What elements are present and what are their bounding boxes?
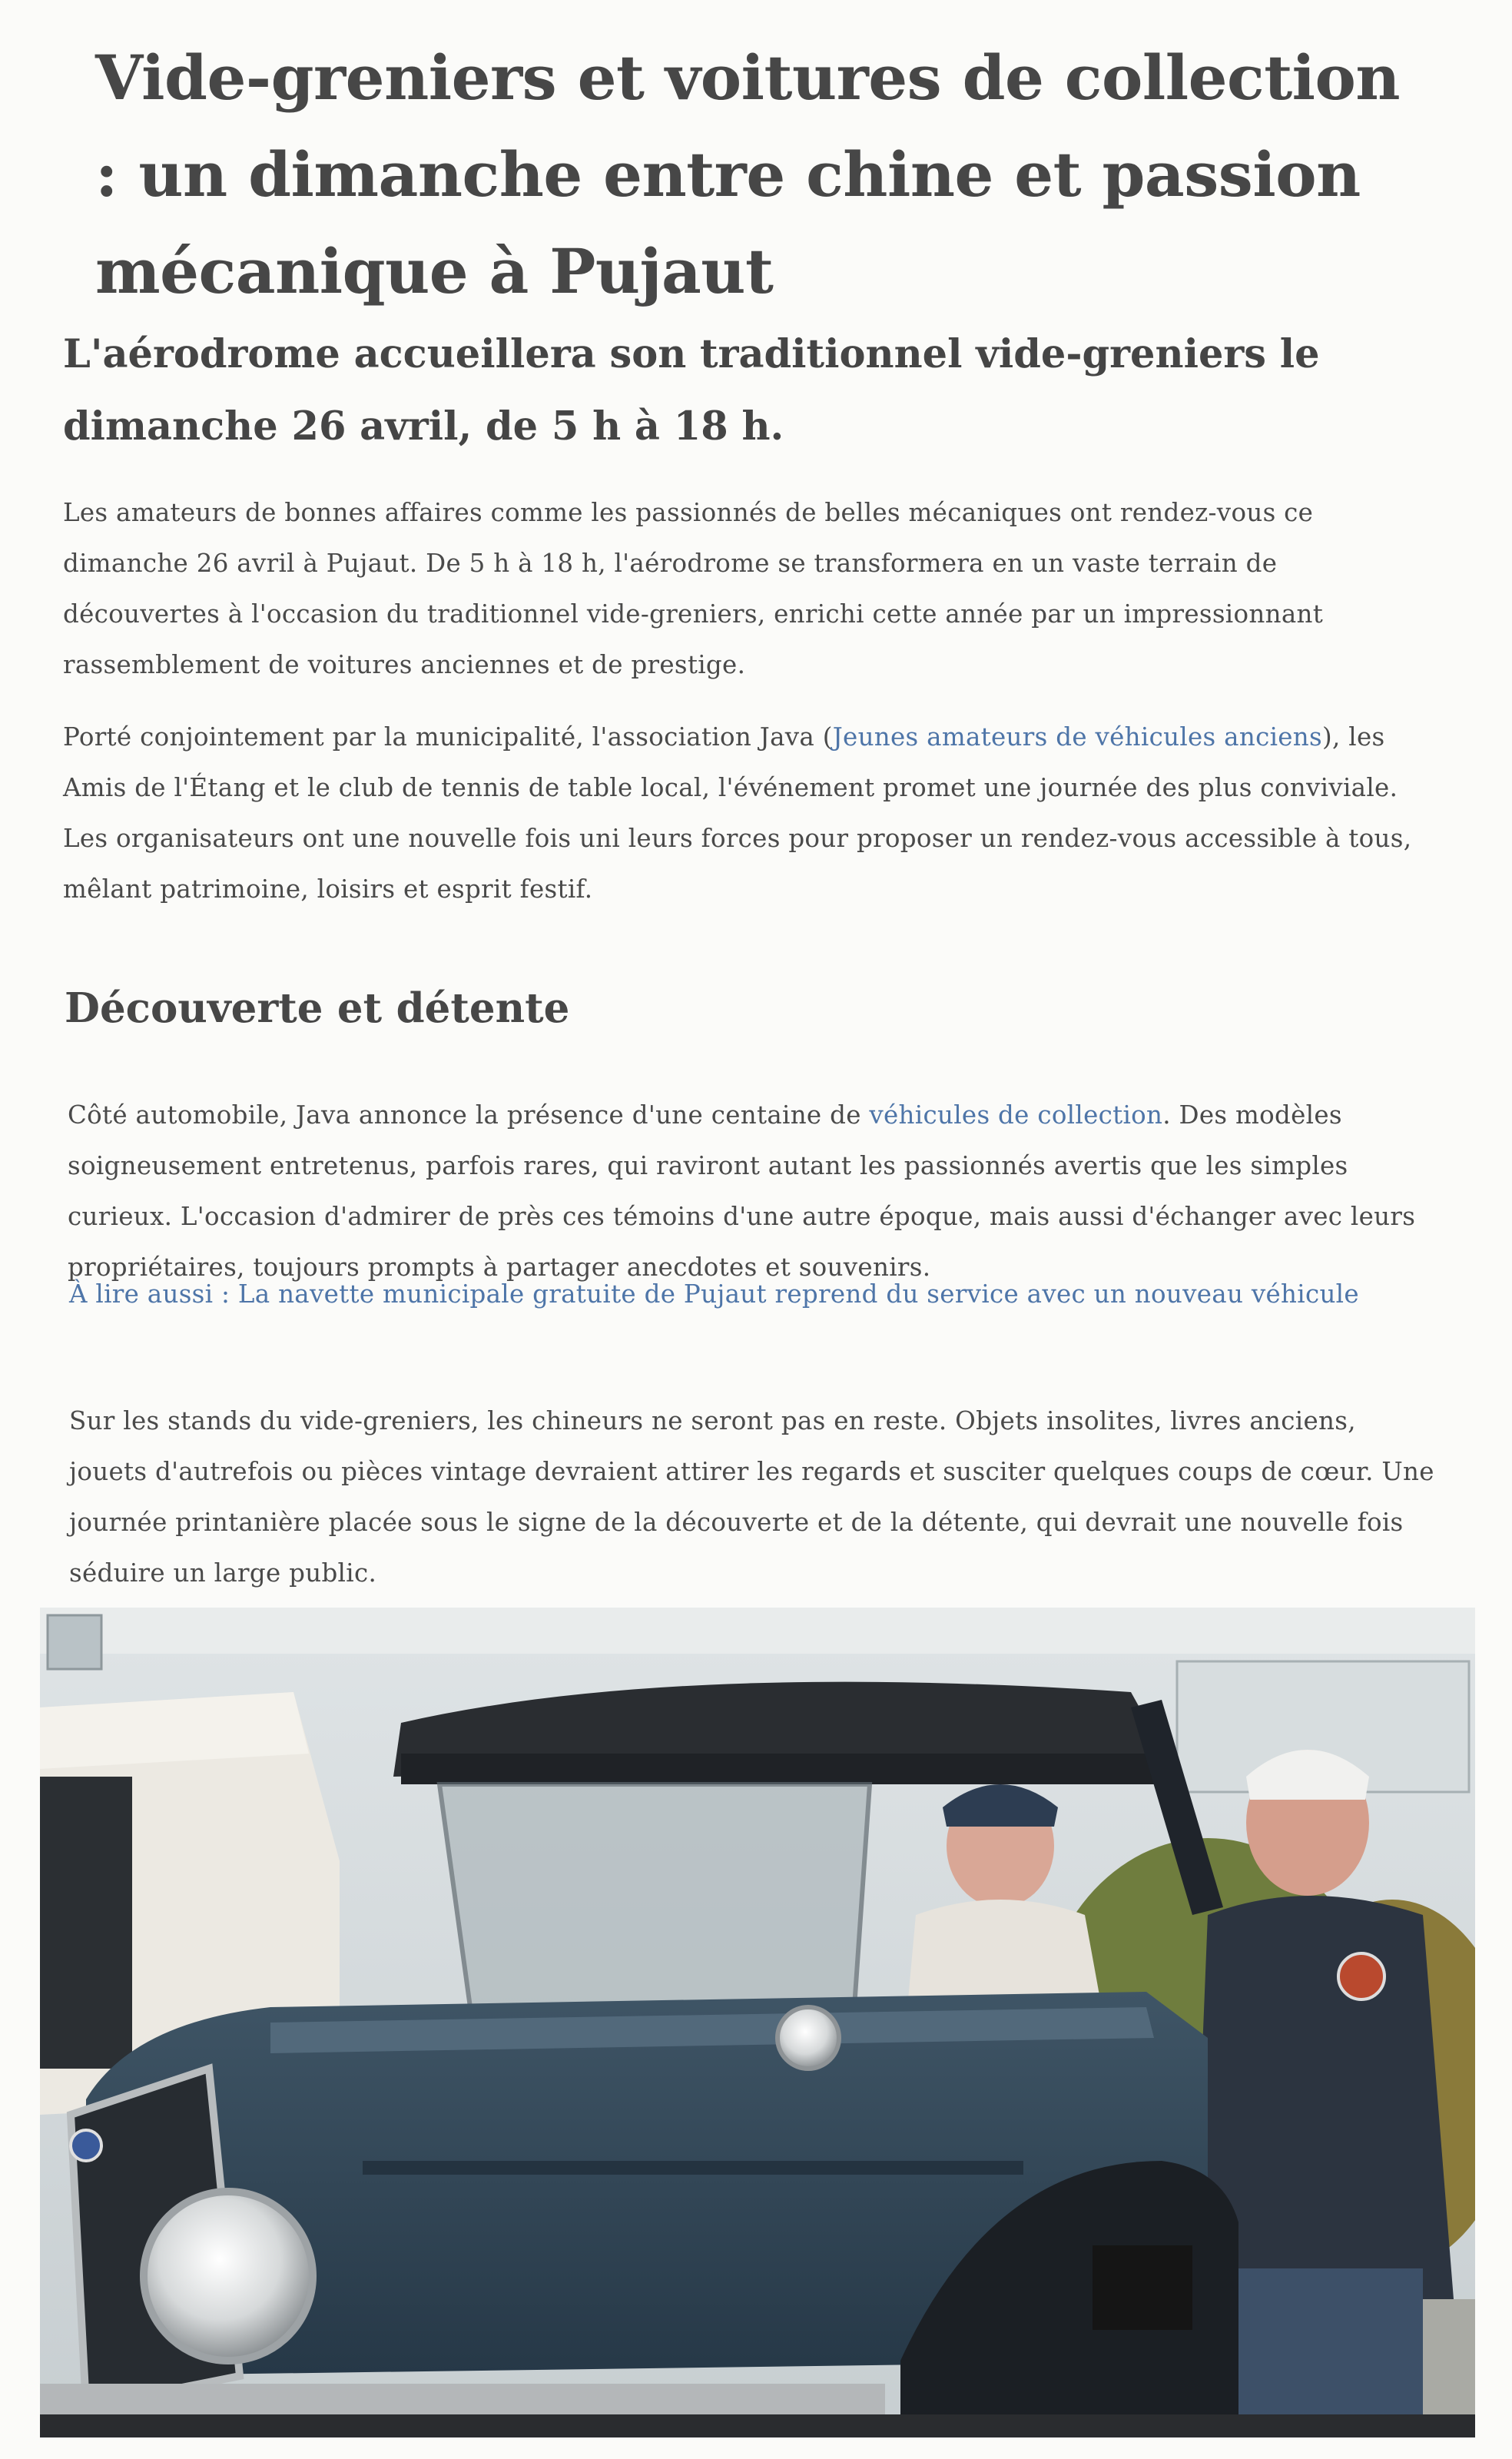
paragraph-organizers [63,712,1431,914]
collection-vehicles-link[interactable]: véhicules de collection [869,1100,1163,1130]
java-association-link[interactable]: Jeunes amateurs de véhicules anciens [832,722,1323,752]
section-title: Découverte et détente [65,984,570,1032]
paragraph-automobile-text-before: Côté automobile, Java annonce la présence d'une centaine de [68,1100,870,1130]
paragraph-intro: Les amateurs de bonnes affaires comme les passionnés de belles mécaniques ont rendez-vous ce dimanche 26 avril à Pujaut. De 5 h à 18 h, l'aérodrome se transformera en un vaste terrain de découvertes à l'occasion du traditionnel vide-greniers, enrichi cette année par un impressionnant rassemblement de voitures anciennes et de prestige. [63,498,1324,679]
paragraph-organizers-text-after: ), les Amis de l'Étang et le club de tennis de table local, l'événement promet une journée des plus conviviale. Les organisateurs ont une nouvelle fois uni leurs forces pour proposer un rendez-vous accessible à tous, mêlant patrimoine, loisirs et esprit festif. [63,722,1412,904]
read-also-title: La navette municipale gratuite de Pujaut reprend du service avec un nouveau véhicule [237,1279,1359,1309]
vintage-car-photo [40,1608,1475,2437]
headline: Vide-greniers et voitures de collection : un dimanche entre chine et passion mécanique à Pujaut [95,41,1401,307]
paragraph-organizers-text-before: Porté conjointement par la municipalité, l'association Java ( [63,722,833,752]
subheadline: L'aérodrome accueillera son traditionnel vide-greniers le dimanche 26 avril, de 5 h à 18 h. [63,331,1320,450]
read-also-link[interactable] [69,1268,1421,1320]
paragraph-automobile-text-after: . Des modèles soigneusement entretenus, parfois rares, qui raviront autant les passionnés avertis que les simples curieux. L'occasion d'admirer de près ces témoins d'une autre époque, mais aussi d'échanger avec leurs propriétaires, toujours prompts à partager anecdotes et souvenirs. [68,1100,1416,1282]
read-also-prefix: À lire aussi : [69,1279,238,1309]
article-photo [40,1608,1475,2437]
paragraph-stands: Sur les stands du vide-greniers, les chineurs ne seront pas en reste. Objets insolites, livres anciens, jouets d'autrefois ou pièces vintage devraient attirer les regards et susciter quelques coups de cœur. Une journée printanière placée sous le signe de la découverte et de la détente, qui devrait une nouvelle fois séduire un large public. [69,1406,1434,1588]
paragraph-automobile [68,1090,1435,1293]
